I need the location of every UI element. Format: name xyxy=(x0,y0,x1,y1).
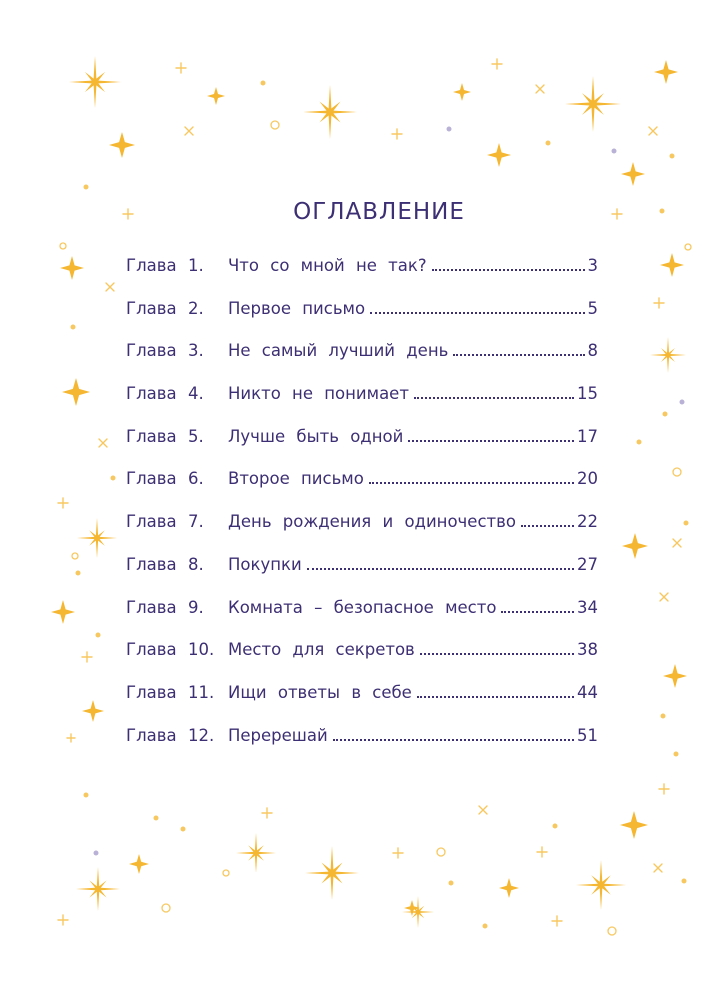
page-number: 27 xyxy=(577,554,598,574)
sparkle-icon xyxy=(453,83,471,101)
chapter-number: 7. xyxy=(188,512,204,532)
cross-icon xyxy=(99,439,107,447)
chapter-title: Место для секретов xyxy=(228,640,415,660)
star-icon xyxy=(236,833,276,873)
chapter-word: Глава xyxy=(126,597,177,617)
sparkle-icon xyxy=(499,878,519,898)
chapter-title: День рождения и одиночество xyxy=(228,512,516,532)
sparkle-icon xyxy=(663,664,687,688)
chapter-word: Глава xyxy=(126,554,177,574)
dot-leader xyxy=(333,739,574,741)
sparkle-icon xyxy=(207,87,225,105)
chapter-word: Глава xyxy=(126,725,177,745)
plus-icon xyxy=(537,847,547,857)
toc-entry[interactable] xyxy=(126,726,598,769)
page-number: 22 xyxy=(577,512,598,532)
dot-icon xyxy=(661,714,666,719)
chapter-number: 8. xyxy=(188,554,204,574)
dot-leader xyxy=(414,397,574,399)
chapter-number: 11. xyxy=(188,682,215,702)
chapter-number: 6. xyxy=(188,469,204,489)
page-number: 15 xyxy=(577,384,598,404)
cross-icon xyxy=(654,864,662,872)
dot-icon xyxy=(483,924,488,929)
page-number: 38 xyxy=(577,640,598,660)
chapter-title: Комната – безопасное место xyxy=(228,597,497,617)
star-icon xyxy=(76,867,120,911)
chapter-word: Глава xyxy=(126,384,177,404)
plus-icon xyxy=(176,63,186,73)
toc-entry[interactable] xyxy=(126,299,598,342)
dot-leader xyxy=(521,525,574,527)
dot-icon xyxy=(76,571,81,576)
dot-icon xyxy=(637,440,642,445)
plus-icon xyxy=(82,652,92,662)
chapter-word: Глава xyxy=(126,298,177,318)
dot-icon xyxy=(612,149,617,154)
chapter-title: Второе письмо xyxy=(228,469,364,489)
plus-icon xyxy=(67,734,75,742)
page-number: 51 xyxy=(577,725,598,745)
dot-icon xyxy=(680,400,685,405)
dot-leader xyxy=(417,696,574,698)
toc-entry[interactable] xyxy=(126,598,598,641)
ring-icon xyxy=(437,848,445,856)
dot-leader xyxy=(420,653,574,655)
ring-icon xyxy=(271,121,279,129)
dot-icon xyxy=(684,521,689,526)
page-number: 44 xyxy=(577,682,598,702)
dot-icon xyxy=(553,824,558,829)
chapter-number: 10. xyxy=(188,640,215,660)
chapter-title: Лучше быть одной xyxy=(228,426,404,446)
chapter-title: Первое письмо xyxy=(228,298,366,318)
cross-icon xyxy=(106,283,114,291)
dot-leader xyxy=(307,568,574,570)
dot-icon xyxy=(261,81,266,86)
ring-icon xyxy=(673,468,681,476)
toc-entry[interactable] xyxy=(126,640,598,683)
toc-entry[interactable] xyxy=(126,427,598,470)
toc-entry[interactable] xyxy=(126,683,598,726)
dot-icon xyxy=(94,851,99,856)
dot-icon xyxy=(546,141,551,146)
star-icon xyxy=(305,846,359,900)
ring-icon xyxy=(162,904,170,912)
dot-icon xyxy=(111,476,116,481)
sparkle-icon xyxy=(82,700,104,722)
chapter-title: Что со мной не так? xyxy=(228,256,427,275)
dot-icon xyxy=(663,412,668,417)
sparkle-icon xyxy=(62,378,90,406)
dot-leader xyxy=(432,269,585,271)
sparkle-icon xyxy=(60,256,84,280)
dot-icon xyxy=(84,185,89,190)
plus-icon xyxy=(58,915,68,925)
cross-icon xyxy=(536,85,544,93)
ring-icon xyxy=(223,870,229,876)
dot-leader xyxy=(501,611,574,613)
chapter-title: Ищи ответы в себе xyxy=(228,682,412,702)
chapter-number: 1. xyxy=(188,256,204,275)
dot-icon xyxy=(674,752,679,757)
dot-icon xyxy=(682,879,687,884)
sparkle-icon xyxy=(51,600,75,624)
chapter-word: Глава xyxy=(126,640,177,660)
ring-icon xyxy=(60,243,66,249)
dot-leader xyxy=(369,482,574,484)
chapter-word: Глава xyxy=(126,256,177,275)
table-of-contents xyxy=(126,256,598,768)
page-number: 34 xyxy=(577,597,598,617)
sparkle-icon xyxy=(109,132,135,158)
page-number: 5 xyxy=(587,298,598,318)
star-icon xyxy=(69,56,121,108)
page-number: 3 xyxy=(587,256,598,275)
toc-entry[interactable] xyxy=(126,555,598,598)
cross-icon xyxy=(673,539,681,547)
sparkle-icon xyxy=(129,854,149,874)
page-number: 8 xyxy=(587,341,598,361)
chapter-title: Покупки xyxy=(228,554,302,574)
chapter-title: Перерешай xyxy=(228,725,328,745)
dot-icon xyxy=(71,325,76,330)
plus-icon xyxy=(58,498,68,508)
toc-entry[interactable] xyxy=(126,384,598,427)
chapter-title: Никто не понимает xyxy=(228,384,409,404)
star-icon xyxy=(77,518,117,558)
dot-icon xyxy=(84,793,89,798)
sparkle-icon xyxy=(622,533,648,559)
toc-entry[interactable] xyxy=(126,512,598,555)
chapter-number: 2. xyxy=(188,298,204,318)
page-number: 20 xyxy=(577,469,598,489)
plus-icon xyxy=(262,808,272,818)
chapter-word: Глава xyxy=(126,341,177,361)
sparkle-icon xyxy=(621,162,645,186)
cross-icon xyxy=(185,127,193,135)
toc-entry[interactable] xyxy=(126,341,598,384)
cross-icon xyxy=(479,806,487,814)
toc-entry[interactable] xyxy=(126,256,598,299)
chapter-title: Не самый лучший день xyxy=(228,341,449,361)
dot-icon xyxy=(154,816,159,821)
star-icon xyxy=(303,85,357,139)
star-icon xyxy=(565,76,621,132)
chapter-number: 12. xyxy=(188,725,215,745)
chapter-number: 9. xyxy=(188,597,204,617)
dot-icon xyxy=(96,633,101,638)
star-icon xyxy=(576,860,626,910)
star-icon xyxy=(402,896,434,928)
sparkle-icon xyxy=(654,60,678,84)
page-title: ОГЛАВЛЕНИЕ xyxy=(293,199,465,226)
chapter-number: 5. xyxy=(188,426,204,446)
ring-icon xyxy=(685,244,691,250)
dot-icon xyxy=(447,127,452,132)
plus-icon xyxy=(492,59,502,69)
cross-icon xyxy=(660,593,668,601)
plus-icon xyxy=(659,784,669,794)
star-icon xyxy=(650,337,686,373)
dot-leader xyxy=(408,440,574,442)
ring-icon xyxy=(72,553,78,559)
plus-icon xyxy=(392,129,402,139)
dot-icon xyxy=(181,827,186,832)
dot-leader xyxy=(370,312,584,314)
chapter-word: Глава xyxy=(126,426,177,446)
page-number: 17 xyxy=(577,426,598,446)
sparkle-icon xyxy=(660,253,684,277)
sparkle-icon xyxy=(487,143,511,167)
sparkle-icon xyxy=(620,811,648,839)
plus-icon xyxy=(654,298,664,308)
dot-icon xyxy=(670,154,675,159)
dot-leader xyxy=(453,354,584,356)
cross-icon xyxy=(649,127,657,135)
dot-icon xyxy=(449,881,454,886)
plus-icon xyxy=(393,848,403,858)
chapter-word: Глава xyxy=(126,512,177,532)
toc-entry[interactable] xyxy=(126,469,598,512)
chapter-word: Глава xyxy=(126,682,177,702)
chapter-number: 3. xyxy=(188,341,204,361)
plus-icon xyxy=(552,916,562,926)
chapter-number: 4. xyxy=(188,384,204,404)
chapter-word: Глава xyxy=(126,469,177,489)
ring-icon xyxy=(608,927,616,935)
